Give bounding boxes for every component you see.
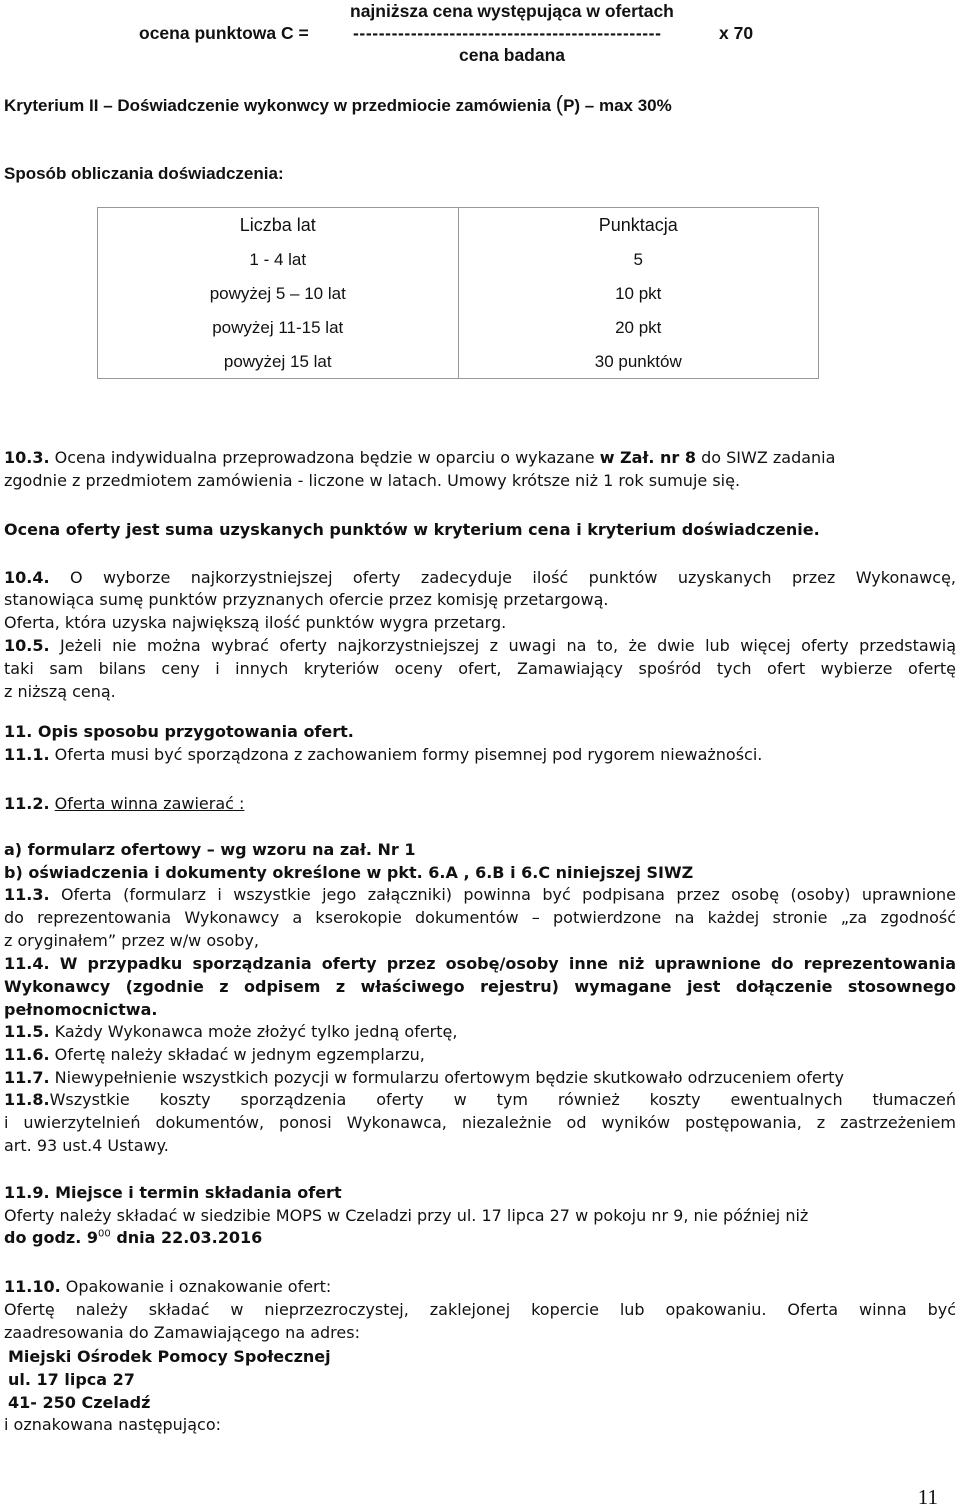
formula-numerator: najniższa cena występująca w ofertach [350, 1, 674, 21]
section-11-10-line2: zaadresowania do Zamawiającego na adres: [4, 1323, 360, 1342]
col-header-points: Punktacja [458, 208, 819, 243]
section-11-4-line2: Wykonawcy (zgodnie z odpisem z właściwego rejestru) wymagane jest dołączenie stosownego [4, 977, 956, 996]
table-row [98, 242, 819, 276]
closing-line: i oznakowana następująco: [4, 1415, 221, 1434]
evaluation-summary: Ocena oferty jest suma uzyskanych punktów w kryterium cena i kryterium doświadczenie. [4, 520, 820, 539]
address-line-3: 41- 250 Czeladź [8, 1393, 151, 1412]
section-11-3-line2: do reprezentowania Wykonawcy a kserokopie dokumentów – potwierdzone na każdej stronie „za zgodność [4, 908, 956, 927]
address-line-1: Miejski Ośrodek Pomocy Społecznej [8, 1347, 331, 1366]
years-cell: powyżej 5 – 10 lat [209, 283, 346, 303]
table-row [98, 310, 819, 344]
criterion-heading: Kryterium II – Doświadczenie wykonwcy w przedmiocie zamówienia (P) – max 30% [4, 91, 672, 116]
section-11-3-line3: z oryginałem” przez w/w osoby, [4, 931, 259, 950]
years-cell: 1 - 4 lat [249, 249, 307, 269]
formula-dashes: ------------------------------------------------ [353, 23, 662, 43]
section-11-4-line3: pełnomocnictwa. [4, 1000, 158, 1019]
section-11-3-line1: 11.3. Oferta (formularz i wszystkie jego załączniki) powinna być podpisana przez osobę (osoby) uprawnione [4, 885, 956, 904]
section-11-7: 11.7. Niewypełnienie wszystkich pozycji w formularzu ofertowym będzie skutkowało odrzuceniem oferty [4, 1068, 845, 1087]
years-cell: powyżej 15 lat [223, 351, 332, 371]
section-10-4-line2: stanowiąca sumę punktów przyznanych ofercie przez komisję przetargową. [4, 590, 609, 609]
address-line-2: ul. 17 lipca 27 [8, 1370, 135, 1389]
section-11-8-line1: 11.8.Wszystkie koszty sporządzenia oferty w tym również koszty ewentualnych tłumaczeń [4, 1090, 956, 1109]
section-11-1: 11.1. Oferta musi być sporządzona z zachowaniem formy pisemnej pod rygorem nieważności. [4, 745, 763, 764]
section-11-5: 11.5. Każdy Wykonawca może złożyć tylko jedną ofertę, [4, 1022, 458, 1041]
section-11-heading: 11. Opis sposobu przygotowania ofert. [4, 722, 354, 741]
section-11-9-heading: 11.9. Miejsce i termin składania ofert [4, 1183, 342, 1202]
formula-label: ocena punktowa C = [139, 23, 309, 43]
table-row [98, 276, 819, 310]
section-10-4-line1: 10.4. O wyborze najkorzystniejszej oferty zadecyduje ilość punktów uzyskanych przez Wykonawcę, [4, 568, 956, 587]
section-10-5-line1: 10.5. Jeżeli nie można wybrać oferty najkorzystniejszej z uwagi na to, że dwie lub więcej oferty przedstawią [4, 636, 956, 655]
formula-denominator: cena badana [459, 45, 566, 65]
section-11-9-line1: Oferty należy składać w siedzibie MOPS w Czeladzi przy ul. 17 lipca 27 w pokoju nr 9, nie później niż [4, 1206, 809, 1225]
section-11-4-line1: 11.4. W przypadku sporządzania oferty przez osobę/osoby inne niż uprawnione do reprezentowania [4, 954, 956, 973]
section-11-8-line2: i uwierzytelnień dokumentów, ponosi Wykonawca, niezależnie od wyników postępowania, z zastrzeżeniem [4, 1113, 956, 1132]
section-11-6: 11.6. Ofertę należy składać w jednym egzemplarzu, [4, 1045, 425, 1064]
section-11-2: 11.2. Oferta winna zawierać : [4, 794, 245, 813]
item-b: b) oświadczenia i dokumenty określone w pkt. 6.A , 6.B i 6.C niniejszej SIWZ [4, 863, 694, 882]
section-10-4-line3: Oferta, która uzyska największą ilość punktów wygra przetarg. [4, 613, 507, 632]
section-11-10-heading: 11.10. Opakowanie i oznakowanie ofert: [4, 1277, 332, 1296]
section-10-3-line2: zgodnie z przedmiotem zamówienia - liczone w latach. Umowy krótsze niż 1 rok sumuje się. [4, 471, 741, 490]
page-number: 11 [917, 1485, 938, 1509]
col-header-years: Liczba lat [239, 214, 316, 235]
item-a: a) formularz ofertowy – wg wzoru na zał. Nr 1 [4, 840, 416, 859]
section-10-5-line3: z niższą ceną. [4, 682, 116, 701]
experience-method-label: Sposób obliczania doświadczenia: [4, 164, 284, 183]
points-cell: 10 pkt [458, 276, 819, 310]
years-cell: powyżej 11-15 lat [212, 317, 344, 337]
section-10-5-line2: taki sam bilans ceny i innych kryteriów oceny ofert, Zamawiający spośród tych ofert wybierze ofertę [4, 659, 956, 678]
points-cell: 20 pkt [458, 310, 819, 344]
table-header-row [98, 208, 819, 243]
points-cell: 30 punktów [458, 344, 819, 379]
submission-deadline: do godz. $9^{00}$ dnia 22.03.2016 [4, 1228, 263, 1247]
experience-scoring-table [97, 207, 819, 379]
section-10-3-line1: 10.3. Ocena indywidualna przeprowadzona będzie w oparciu o wykazane w Zał. nr 8 do SIWZ zadania [4, 448, 836, 467]
section-11-8-line3: art. 93 ust.4 Ustawy. [4, 1136, 169, 1155]
section-11-10-line1: Ofertę należy składać w nieprzezroczystej, zaklejonej kopercie lub opakowaniu. Oferta winna być [4, 1300, 956, 1319]
table-row [98, 344, 819, 379]
formula-multiplier: x 70 [719, 23, 754, 43]
points-cell: 5 [458, 242, 819, 276]
